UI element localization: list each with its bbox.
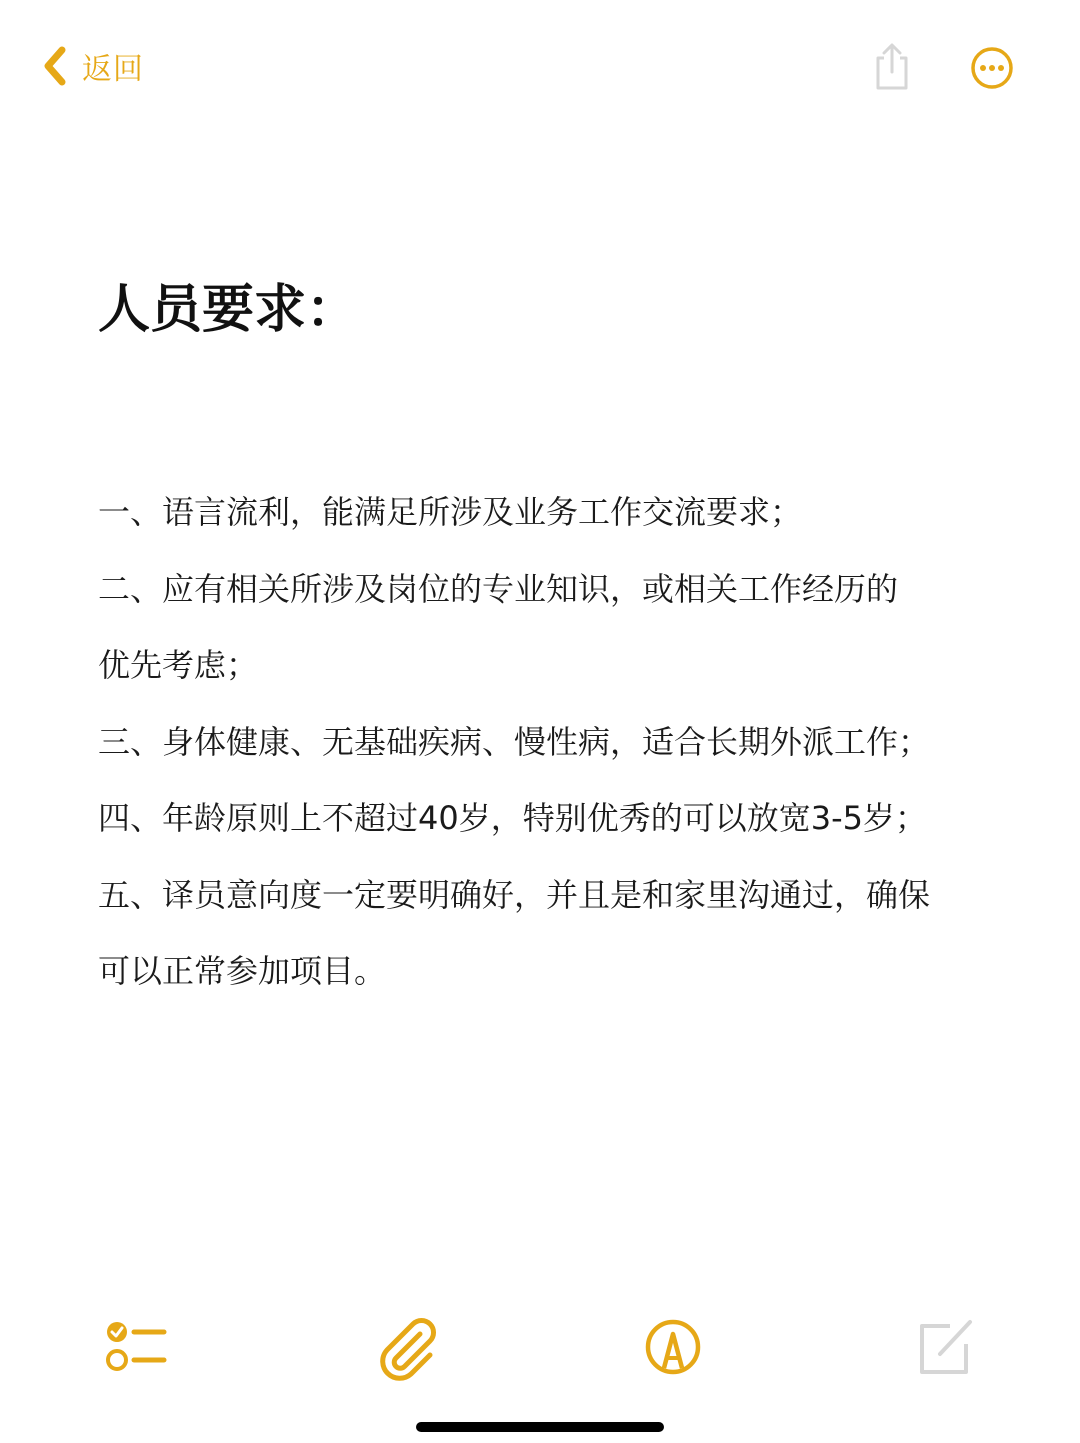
- attachment-button[interactable]: [372, 1312, 442, 1382]
- compose-icon: [910, 1367, 980, 1386]
- note-content: [98, 464, 998, 1021]
- note-line: 可以正常参加项目。: [98, 952, 387, 990]
- note-line: 三、身体健康、无基础疾病、慢性病，适合长期外派工作；: [98, 722, 931, 761]
- note-line: 四、年龄原则上不超过40岁，特别优秀的可以放宽3-5岁；: [98, 799, 927, 837]
- paperclip-icon: [372, 1367, 442, 1386]
- chevron-left-icon: [40, 40, 70, 92]
- checklist-button[interactable]: [100, 1312, 170, 1382]
- more-button[interactable]: [968, 44, 1016, 92]
- share-icon: [868, 77, 916, 96]
- ellipsis-circle-icon: [968, 77, 1016, 96]
- back-label: 返回: [82, 52, 144, 87]
- note-body[interactable]: [98, 270, 998, 1021]
- home-indicator[interactable]: [416, 1422, 664, 1432]
- note-line: 五、译员意向度一定要明确好，并且是和家里沟通过，确保: [98, 875, 931, 914]
- checklist-icon: [100, 1367, 170, 1386]
- navigation-bar: [0, 0, 1080, 130]
- compose-button[interactable]: [910, 1312, 980, 1382]
- note-title: 人员要求：: [98, 280, 359, 340]
- note-line: 二、应有相关所涉及岗位的专业知识，或相关工作经历的: [98, 569, 899, 608]
- note-line: 一、语言流利，能满足所涉及业务工作交流要求；: [98, 493, 803, 531]
- markup-button[interactable]: [638, 1312, 708, 1382]
- bottom-toolbar: [0, 1300, 1080, 1400]
- back-button[interactable]: [40, 40, 144, 92]
- note-line: 优先考虑；: [98, 646, 259, 684]
- share-button[interactable]: [868, 40, 916, 92]
- markup-pen-icon: [638, 1367, 708, 1386]
